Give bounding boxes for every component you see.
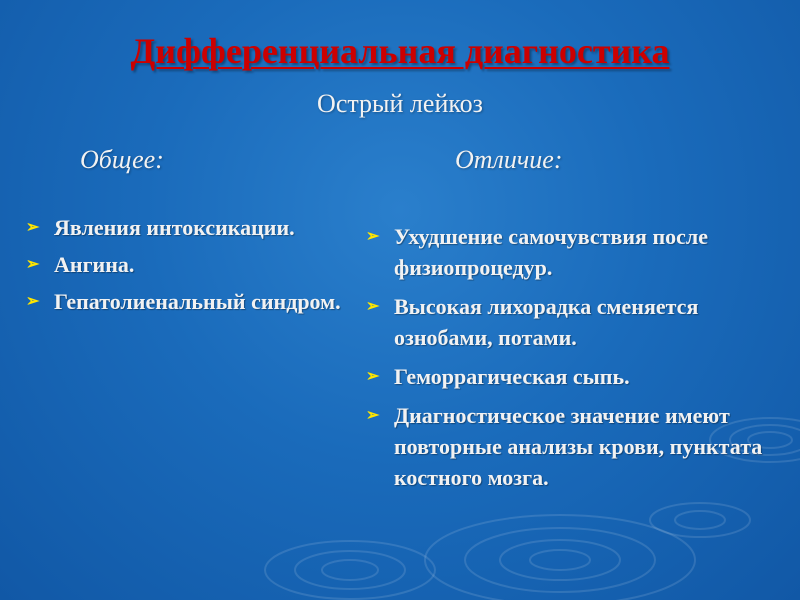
left-column-heading: Общее: [80,145,164,174]
list-item-text: Геморрагическая сыпь. [394,364,630,389]
list-item [366,221,776,283]
arrowhead-bullet-icon: ➢ [26,293,40,310]
arrowhead-bullet-icon: ➢ [366,407,380,424]
arrowhead-bullet-icon: ➢ [366,368,380,385]
list-item [26,249,356,280]
right-bullet-list [366,221,776,501]
list-item [366,361,776,392]
list-item-text: Ухудшение самочувствия после физиопроцедур. [394,224,708,280]
arrowhead-bullet-icon: ➢ [366,228,380,245]
slide-subtitle: Острый лейкоз [317,89,483,118]
left-bullet-list [26,212,356,323]
arrowhead-bullet-icon: ➢ [26,219,40,236]
list-item-text: Диагностическое значение имеют повторные анализы крови, пунктата костного мозга. [394,403,763,490]
list-item-text: Ангина. [54,252,135,277]
right-column-heading: Отличие: [455,145,563,174]
list-item-text: Высокая лихорадка сменяется ознобами, потами. [394,294,699,350]
slide-title: Дифференциальная диагностика [130,31,670,71]
list-item [26,286,356,317]
list-item [366,400,776,493]
list-item-text: Гепатолиенальный синдром. [54,289,341,314]
arrowhead-bullet-icon: ➢ [366,298,380,315]
arrowhead-bullet-icon: ➢ [26,256,40,273]
list-item [26,212,356,243]
list-item-text: Явления интоксикации. [54,215,295,240]
list-item [366,291,776,353]
